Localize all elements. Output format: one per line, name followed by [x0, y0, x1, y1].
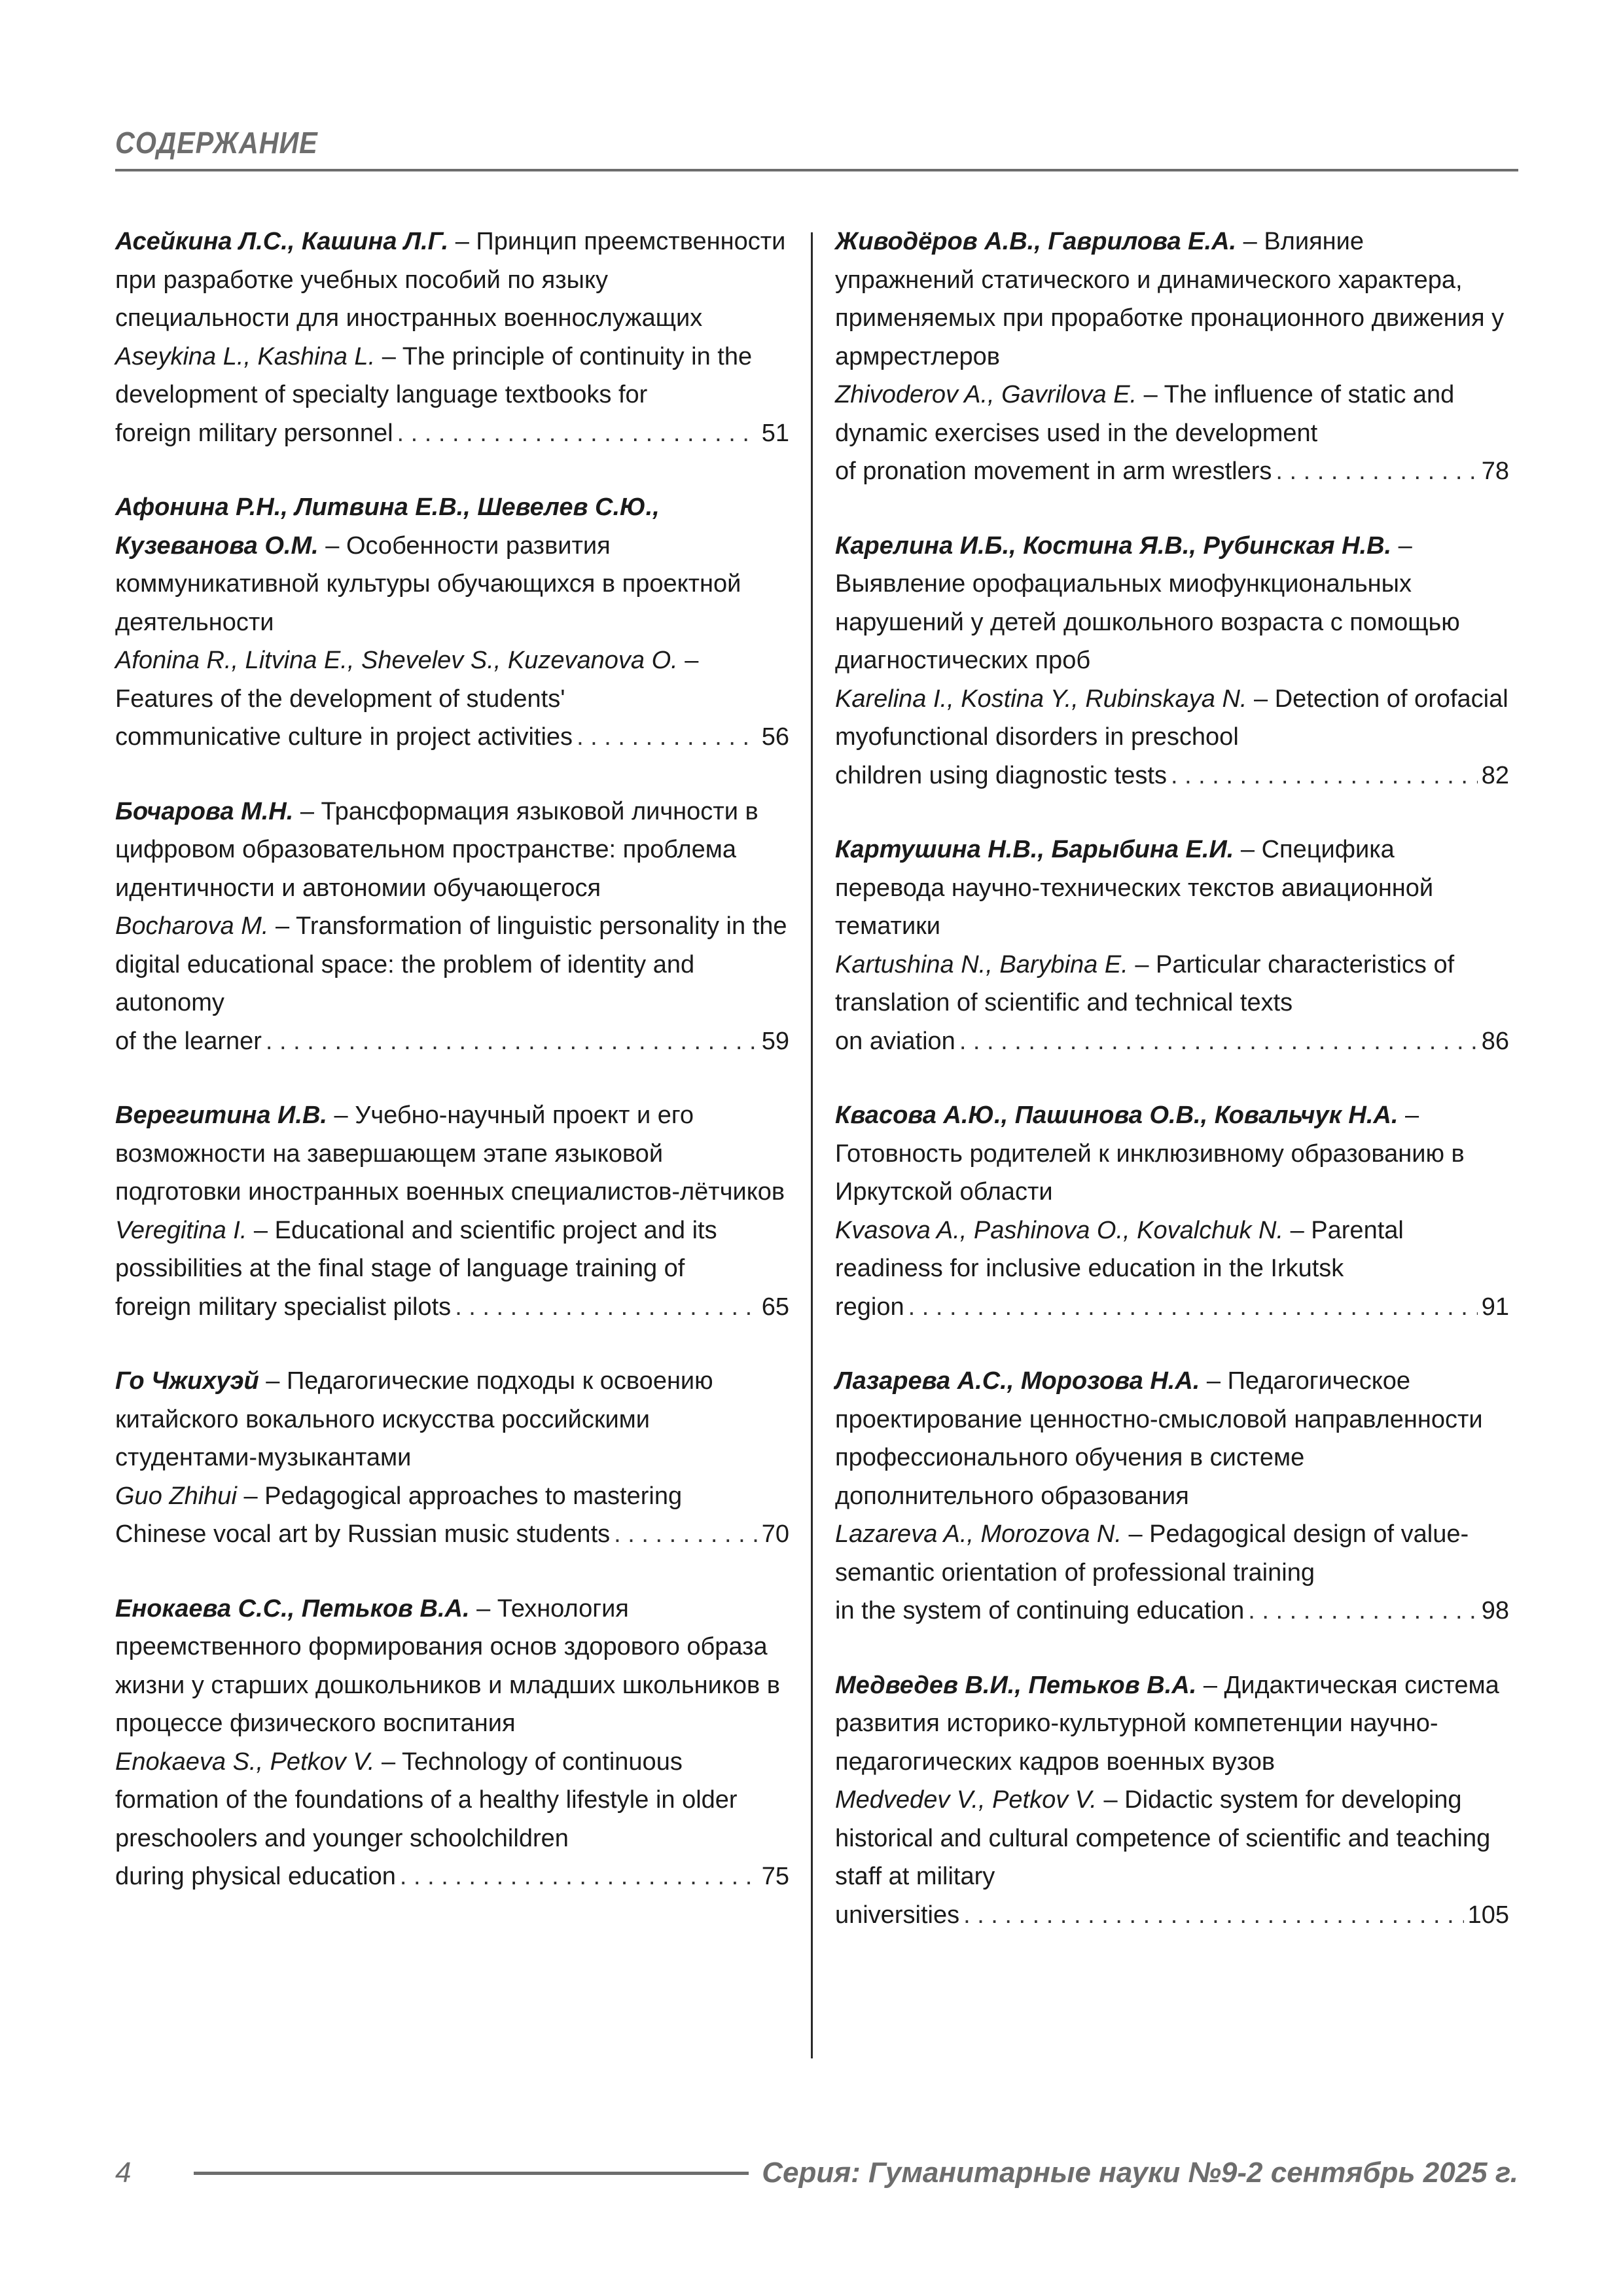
entry-title-en-end: foreign military personnel [115, 419, 393, 447]
entry-page-line [835, 757, 1509, 795]
entry-english [835, 680, 1509, 757]
entry-english [115, 641, 789, 718]
entry-english [835, 1211, 1509, 1288]
column-divider [811, 232, 813, 2058]
entry-page-number[interactable]: 91 [1481, 1293, 1509, 1321]
entry-page-number[interactable]: 78 [1481, 457, 1509, 485]
leader-dots [455, 1288, 758, 1327]
entry-english [835, 1515, 1509, 1592]
entry-authors-en: Kartushina N., Barybina E. [835, 950, 1128, 978]
leader-dots [266, 1022, 758, 1061]
entry-authors-en: Guo Zhihui [115, 1482, 237, 1510]
entry-russian [835, 1096, 1509, 1211]
entry-title-en-end: universities [835, 1901, 960, 1929]
entry-title-ru: – Принцип преемственности при разработке учебных пособий по языку специальности для иностранных военнослужащих [115, 228, 786, 332]
entry-russian [115, 1590, 789, 1743]
entry-page-line [115, 1022, 789, 1061]
footer-page-number: 4 [115, 2157, 132, 2189]
leader-dots [1248, 1592, 1477, 1630]
leader-dots [908, 1288, 1478, 1327]
entry-title-ru: – Педагогическое проектирование ценностно-смысловой направленности профессионального обучения в системе дополнительного образования [835, 1367, 1483, 1510]
entry-authors-en: Lazareva A., Morozova N. [835, 1520, 1122, 1548]
entry-authors-en: Kvasova A., Pashinova O., Kovalchuk N. [835, 1216, 1284, 1244]
entry-authors-ru: Го Чжихуэй [115, 1367, 259, 1395]
entry-english [115, 1477, 789, 1516]
entry-page-line [835, 1592, 1509, 1630]
entry-title-en: – The principle of continuity in the development of specialty language textbooks for [115, 342, 753, 408]
entry-authors-ru: Енокаева С.С., Петьков В.А. [115, 1594, 470, 1623]
toc-entry[interactable] [115, 223, 789, 452]
entry-russian [835, 1362, 1509, 1515]
entry-authors-ru: Картушина Н.В., Барыбина Е.И. [835, 836, 1234, 863]
entry-english [835, 1781, 1509, 1896]
toc-entry[interactable] [835, 831, 1509, 1060]
leader-dots [614, 1515, 758, 1554]
header-divider [115, 169, 1518, 171]
entry-authors-en: Veregitina I. [115, 1216, 247, 1244]
toc-entry[interactable] [835, 1666, 1509, 1935]
entry-title-en-end: during physical education [115, 1863, 396, 1890]
entry-title-en: – Transformation of linguistic personality in the digital educational space: the problem of identity and autonomy [115, 912, 787, 1016]
toc-entry[interactable] [835, 223, 1509, 491]
entry-page-number[interactable]: 75 [761, 1863, 789, 1890]
entry-title-en: – Particular characteristics of translation of scientific and technical texts [835, 950, 1455, 1016]
entry-title-en: – The influence of static and dynamic exercises used in the development [835, 381, 1455, 447]
entry-english [115, 338, 789, 414]
entry-page-line [835, 1896, 1509, 1935]
entry-russian [115, 793, 789, 908]
leader-dots [397, 414, 758, 453]
entry-authors-en: Aseykina L., Kashina L. [115, 342, 376, 370]
entry-title-en-end: on aviation [835, 1027, 955, 1055]
toc-entry[interactable] [835, 1362, 1509, 1630]
entry-authors-en: Afonina R., Litvina E., Shevelev S., Kuzevanova O. [115, 647, 678, 674]
toc-entry[interactable] [835, 1096, 1509, 1326]
entry-title-ru: – Педагогические подходы к освоению китайского вокального искусства российскими студентами-музыкантами [115, 1367, 713, 1471]
entry-authors-en: Karelina I., Kostina Y., Rubinskaya N. [835, 685, 1247, 713]
leader-dots [1275, 452, 1477, 491]
leader-dots [1171, 757, 1478, 795]
leader-dots [963, 1896, 1464, 1935]
entry-page-number[interactable]: 98 [1481, 1597, 1509, 1624]
entry-title-en-end: of pronation movement in arm wrestlers [835, 457, 1272, 485]
entry-title-ru: – Учебно-научный проект и его возможности на завершающем этапе языковой подготовки иностранных военных специалистов-лётчиков [115, 1102, 785, 1206]
toc-left-column [115, 223, 789, 1932]
entry-page-line [115, 1515, 789, 1554]
leader-dots [400, 1857, 758, 1896]
entry-authors-ru: Живодёров А.В., Гаврилова Е.А. [835, 228, 1237, 255]
entry-title-en-end: children using diagnostic tests [835, 761, 1167, 789]
entry-title-en: – Technology of continuous formation of the foundations of a healthy lifestyle in older preschoolers and younger schoolchildren [115, 1748, 738, 1852]
entry-russian [115, 488, 789, 641]
entry-page-line [115, 1288, 789, 1327]
entry-russian [115, 1362, 789, 1477]
toc-entry[interactable] [115, 1362, 789, 1554]
entry-russian [835, 1666, 1509, 1782]
toc-right-column [835, 223, 1509, 1970]
entry-page-number[interactable]: 56 [761, 723, 789, 751]
entry-russian [835, 223, 1509, 376]
entry-page-line [835, 1022, 1509, 1061]
entry-title-en-end: foreign military specialist pilots [115, 1293, 452, 1321]
entry-title-en: – Pedagogical design of value-semantic orientation of professional training [835, 1520, 1469, 1587]
toc-entry[interactable] [835, 527, 1509, 795]
entry-english [115, 1743, 789, 1858]
entry-page-line [115, 1857, 789, 1896]
entry-title-ru: – Специфика перевода научно-технических текстов авиационной тематики [835, 836, 1434, 940]
entry-title-ru: – Готовность родителей к инклюзивному образованию в Иркутской области [835, 1102, 1465, 1206]
toc-entry[interactable] [115, 488, 789, 757]
entry-authors-ru: Бочарова М.Н. [115, 797, 294, 825]
page-footer [115, 2153, 1518, 2193]
entry-title-en-end: of the learner [115, 1027, 262, 1055]
entry-authors-ru: Медведев В.И., Петьков В.А. [835, 1671, 1197, 1699]
entry-title-en-end: region [835, 1293, 904, 1321]
entry-russian [115, 1096, 789, 1211]
entry-authors-ru: Лазарева А.С., Морозова Н.А. [835, 1367, 1200, 1395]
entry-title-en-end: in the system of continuing education [835, 1597, 1245, 1624]
entry-page-line [115, 414, 789, 453]
page-title: СОДЕРЖАНИЕ [115, 126, 318, 160]
entry-page-number[interactable]: 105 [1467, 1901, 1509, 1929]
toc-entry[interactable] [115, 1590, 789, 1896]
entry-page-number[interactable]: 65 [761, 1293, 789, 1321]
entry-authors-en: Enokaeva S., Petkov V. [115, 1748, 375, 1776]
entry-title-ru: – Дидактическая система развития историко-культурной компетенции научно-педагогических кадров военных вузов [835, 1671, 1499, 1776]
footer-series-info: Серия: Гуманитарные науки №9-2 сентябрь 2025 г. [762, 2157, 1518, 2189]
entry-authors-ru: Асейкина Л.С., Кашина Л.Г. [115, 228, 449, 255]
entry-page-number[interactable]: 82 [1481, 761, 1509, 789]
entry-english [835, 946, 1509, 1022]
toc-entry[interactable] [115, 1096, 789, 1326]
entry-english [115, 1211, 789, 1288]
entry-authors-en: Zhivoderov A., Gavrilova E. [835, 381, 1137, 408]
entry-authors-ru: Афонина Р.Н., Литвина Е.В., Шевелев С.Ю., Кузеванова О.М. [115, 493, 660, 560]
entry-title-en: – Pedagogical approaches to mastering [236, 1482, 683, 1510]
entry-page-number[interactable]: 70 [761, 1520, 789, 1548]
entry-page-number[interactable]: 86 [1481, 1027, 1509, 1055]
footer-divider [194, 2172, 749, 2175]
entry-title-ru: – Технология преемственного формирования основ здорового образа жизни у старших дошкольников и младших школьников в процессе физического воспитания [115, 1594, 780, 1737]
entry-english [835, 376, 1509, 452]
leader-dots [577, 718, 758, 757]
entry-page-number[interactable]: 51 [761, 419, 789, 447]
entry-russian [835, 831, 1509, 946]
table-of-contents [115, 223, 1518, 2081]
entry-title-en: – Detection of orofacial myofunctional disorders in preschool [835, 685, 1508, 751]
entry-title-en-end: communicative culture in project activities [115, 723, 573, 751]
entry-title-ru: – Влияние упражнений статического и динамического характера, применяемых при проработке пронационного движения у армрестлеров [835, 228, 1505, 370]
entry-authors-ru: Карелина И.Б., Костина Я.В., Рубинская Н.В. [835, 531, 1392, 560]
entry-page-line [835, 1288, 1509, 1327]
entry-title-en: – Features of the development of students' [115, 647, 699, 713]
entry-title-en: – Didactic system for developing historical and cultural competence of scientific and teaching staff at military [835, 1786, 1491, 1890]
entry-russian [835, 527, 1509, 680]
entry-authors-ru: Верегитина И.В. [115, 1102, 327, 1129]
entry-title-ru: – Особенности развития коммуникативной культуры обучающихся в проектной деятельности [115, 531, 741, 636]
entry-title-en: – Educational and scientific project and its possibilities at the final stage of language training of [115, 1216, 717, 1282]
entry-page-line [835, 452, 1509, 491]
entry-title-ru: – Трансформация языковой личности в цифровом образовательном пространстве: проблема идентичности и автономии обучающегося [115, 797, 758, 902]
entry-page-number[interactable]: 59 [761, 1027, 789, 1055]
entry-page-line [115, 718, 789, 757]
entry-english [115, 907, 789, 1022]
toc-entry[interactable] [115, 793, 789, 1061]
page-header [115, 124, 1518, 171]
entry-title-ru: – Выявление орофациальных миофункциональных нарушений у детей дошкольного возраста с помощью диагностических проб [835, 531, 1460, 674]
entry-authors-ru: Квасова А.Ю., Пашинова О.В., Ковальчук Н.А. [835, 1102, 1399, 1129]
entry-title-en: – Parental readiness for inclusive education in the Irkutsk [835, 1216, 1404, 1282]
entry-authors-en: Bocharova M. [115, 912, 269, 940]
leader-dots [959, 1022, 1478, 1061]
entry-russian [115, 223, 789, 338]
entry-title-en-end: Chinese vocal art by Russian music students [115, 1520, 611, 1548]
entry-authors-en: Medvedev V., Petkov V. [835, 1786, 1097, 1814]
